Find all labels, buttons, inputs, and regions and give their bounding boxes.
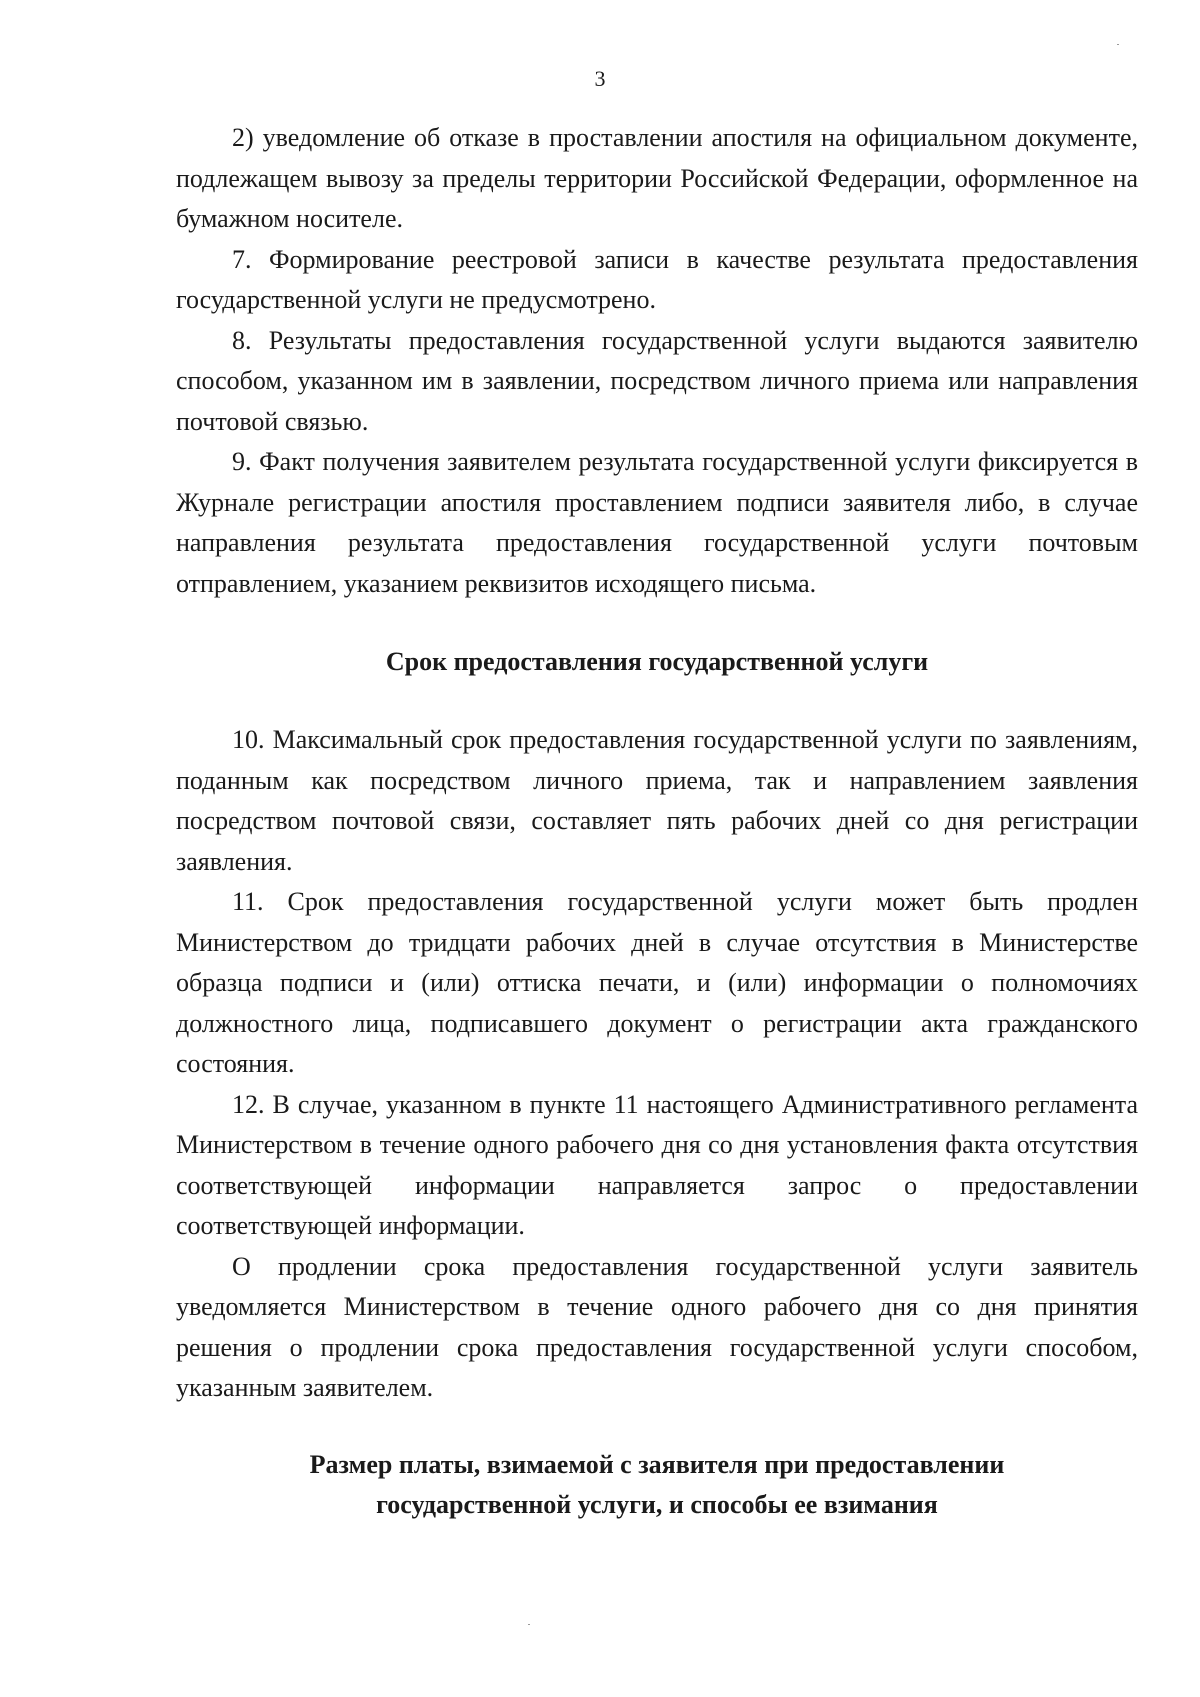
paragraph-8: 8. Результаты предоставления государственной услуги выдаются заявителю способом, указанном им в заявлении, посредством личного приема или направления почтовой связью. — [176, 325, 1138, 436]
paragraph-12: 12. В случае, указанном в пункте 11 настоящего Административного регламента Министерством в течение одного рабочего дня со дня установления факта отсутствия соответствующей информации направляется запрос о предоставлении соответствующей информации. — [176, 1089, 1138, 1240]
document-body — [176, 118, 1138, 1525]
page-number: 3 — [594, 66, 606, 91]
section-heading-service-term: Срок предоставления государственной услуги — [385, 647, 929, 676]
paragraph-7: 7. Формирование реестровой записи в качестве результата предоставления государственной услуги не предусмотрено. — [176, 244, 1138, 314]
paragraph-extension-notice: О продлении срока предоставления государственной услуги заявитель уведомляется Министерством в течение одного рабочего дня со дня принятия решения о продлении срока предоставления государственной услуги способом, указанным заявителем. — [176, 1251, 1138, 1402]
paragraph-9: 9. Факт получения заявителем результата государственной услуги фиксируется в Журнале регистрации апостиля проставлением подписи заявителя либо, в случае направления результата предоставления государственной услуги почтовым отправлением, указанием реквизитов исходящего письма. — [176, 447, 1138, 598]
section-heading-fee-line-2: государственной услуги, и способы ее взимания — [376, 1489, 938, 1519]
section-heading-fee-line-1: Размер платы, взимаемой с заявителя при предоставлении — [309, 1449, 1005, 1479]
paragraph-10: 10. Максимальный срок предоставления государственной услуги по заявлениям, поданным как посредством личного приема, так и направлением заявления посредством почтовой связи, составляет пять рабочих дней со дня регистрации заявления. — [176, 725, 1138, 876]
scan-artifact — [1117, 44, 1119, 45]
paragraph-11: 11. Срок предоставления государственной услуги может быть продлен Министерством до тридцати рабочих дней в случае отсутствия в Министерстве образца подписи и (или) оттиска печати, и (или) информации о полномочиях должностного лица, подписавшего документ о регистрации акта гражданского состояния. — [176, 887, 1138, 1078]
scan-artifact — [528, 1624, 530, 1625]
paragraph-item-2: 2) уведомление об отказе в проставлении апостиля на официальном документе, подлежащем вывозу за пределы территории Российской Федерации, оформленное на бумажном носителе. — [176, 123, 1138, 233]
section-heading-fee — [176, 1445, 1138, 1525]
